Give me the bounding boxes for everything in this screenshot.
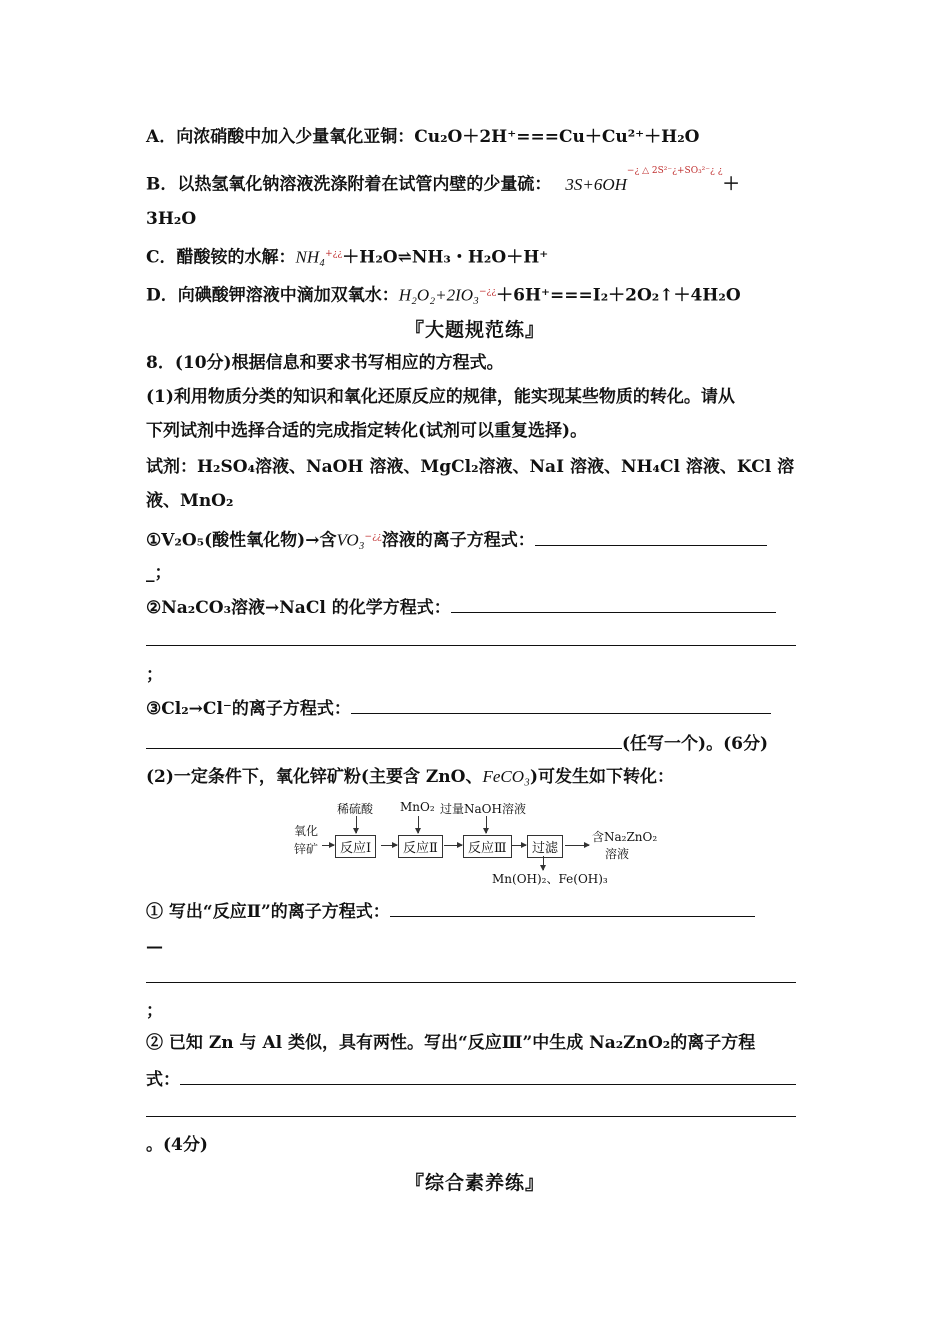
- q8-part1-text-a: (1)利用物质分类的知识和氧化还原反应的规律，能实现某些物质的转化。请从: [146, 387, 735, 407]
- sub2-answer-line2[interactable]: [146, 645, 796, 646]
- sub1-tail: 溶液的离子方程式：: [381, 530, 535, 551]
- reaction-q1-cont: —: [146, 937, 163, 957]
- flow-precipitate: Mn(OH)₂、Fe(OH)₃: [492, 872, 608, 886]
- option-d-garbled: −¿¿: [478, 287, 497, 297]
- flow-reagent-arrow-2: [418, 816, 419, 833]
- reaction-q2-answer-blank[interactable]: [180, 1068, 796, 1085]
- flow-reagent-3: 过量NaOH溶液: [440, 802, 526, 816]
- flow-box-reaction-3: 反应Ⅲ: [463, 835, 512, 858]
- option-a: [146, 126, 699, 148]
- q8-part2: [146, 766, 674, 788]
- flow-output-line1: 含Na₂ZnO₂: [592, 830, 658, 844]
- flow-precipitate-arrow: [543, 856, 544, 870]
- banner-comprehensive-practice: 『综合素养练』: [404, 1172, 545, 1194]
- flow-arrow-1: [381, 845, 397, 846]
- flow-input-line2: 锌矿: [294, 842, 319, 856]
- q8-part1-text-b: 下列试剂中选择合适的完成指定转化(试剂可以重复选择)。: [146, 421, 588, 441]
- reaction-q1-end: ；: [146, 1001, 163, 1021]
- option-b-label: B．以热氢氧化钠溶液洗涤附着在试管内壁的少量硫：: [146, 174, 552, 195]
- sub3-label: ③Cl₂→Cl⁻的离子方程式：: [146, 699, 351, 719]
- sub1-cont: _；: [146, 563, 172, 583]
- option-b: [146, 166, 740, 196]
- flow-arrow-2: [444, 845, 462, 846]
- flow-reagent-arrow-3: [486, 816, 487, 833]
- flow-reagent-1: 稀硫酸: [337, 802, 374, 816]
- option-d-rest: ＋6H⁺===I₂＋2O₂↑＋4H₂O: [496, 285, 741, 306]
- flow-output-line2: 溶液: [605, 847, 630, 861]
- flow-box-reaction-1: 反应Ⅰ: [335, 835, 376, 858]
- flow-box-reaction-2: 反应Ⅱ: [398, 835, 443, 858]
- option-d: [146, 281, 741, 307]
- reagents-line2: 液、MnO₂: [146, 491, 234, 511]
- q8-title: 8．(10分)根据信息和要求书写相应的方程式。: [146, 353, 504, 373]
- flow-input-line1: 氧化: [294, 824, 319, 838]
- reaction-q2-a: ② 已知 Zn 与 Al 类似，具有两性。写出“反应Ⅲ”中生成 Na₂ZnO₂的离子方程: [146, 1033, 756, 1053]
- sub2-end: ；: [146, 665, 163, 685]
- part2-tail: )可发生如下转化：: [529, 767, 674, 787]
- sub3-tail: (任写一个)。(6分): [622, 734, 769, 754]
- flow-arrow-4: [565, 845, 589, 846]
- flow-arrow-3: [512, 845, 526, 846]
- sub3-answer-blank[interactable]: [351, 697, 771, 714]
- reaction-q1-answer-blank[interactable]: [390, 900, 755, 917]
- flow-arrow-0: [322, 845, 334, 846]
- sub3-line2: [146, 732, 768, 755]
- option-d-label: D．向碘酸钾溶液中滴加双氧水：: [146, 285, 399, 306]
- banner-big-question-practice: 『大题规范练』: [404, 319, 545, 341]
- option-b-formula: 3S+6OH: [565, 174, 627, 194]
- reaction-q2-label: 式：: [146, 1070, 180, 1090]
- sub3-answer-blank-2[interactable]: [146, 732, 622, 749]
- part2-formula: FeCO₃: [482, 767, 530, 786]
- sub1-answer-blank[interactable]: [535, 529, 767, 546]
- reaction-q2-answer-line2[interactable]: [146, 1116, 796, 1117]
- part2-label: (2)一定条件下，氧化锌矿粉(主要含 ZnO、: [146, 767, 483, 787]
- sub2-label: ②Na₂CO₃溶液→NaCl 的化学方程式：: [146, 598, 451, 618]
- option-c-formula: NH₄: [295, 247, 326, 267]
- reaction-q1: [146, 900, 755, 923]
- process-flow-diagram: [290, 800, 670, 890]
- option-c: [146, 243, 548, 269]
- option-c-garbled: +¿¿: [325, 249, 343, 259]
- option-b-tail: ＋: [722, 174, 740, 195]
- option-c-label: C．醋酸铵的水解：: [146, 247, 296, 268]
- flow-reagent-arrow-1: [356, 816, 357, 833]
- reaction-q2-end: 。(4分): [146, 1135, 208, 1155]
- option-b-line2: 3H₂O: [146, 209, 197, 229]
- flow-reagent-2: MnO₂: [400, 800, 435, 814]
- reaction-q1-label: ① 写出“反应Ⅱ”的离子方程式：: [146, 902, 390, 922]
- reaction-q1-answer-line2[interactable]: [146, 982, 796, 983]
- sub1-label: ①V₂O₅(酸性氧化物)→含: [146, 530, 337, 551]
- sub1-formula: VO₃: [336, 530, 365, 550]
- sub2: [146, 596, 776, 619]
- flow-box-filter: 过滤: [527, 835, 563, 858]
- option-d-formula: H₂O₂+2IO₃: [398, 285, 479, 305]
- sub1: [146, 526, 767, 552]
- option-a-equation: Cu₂O＋2H⁺===Cu＋Cu²⁺＋H₂O: [414, 127, 700, 147]
- reagents-line1: 试剂：H₂SO₄溶液、NaOH 溶液、MgCl₂溶液、NaI 溶液、NH₄Cl 溶液、KCl 溶: [146, 457, 795, 477]
- option-b-garbled: −¿ △ 2S²⁻¿+SO₃²⁻¿ ¿: [626, 166, 723, 176]
- option-a-label: A．向浓硝酸中加入少量氧化亚铜：: [146, 127, 415, 147]
- option-c-rest: ＋H₂O⇌NH₃・H₂O＋H⁺: [342, 247, 549, 268]
- sub3: [146, 697, 771, 720]
- sub2-answer-blank[interactable]: [451, 596, 776, 613]
- reaction-q2-b: [146, 1068, 796, 1091]
- sub1-garbled: −¿¿: [364, 532, 382, 542]
